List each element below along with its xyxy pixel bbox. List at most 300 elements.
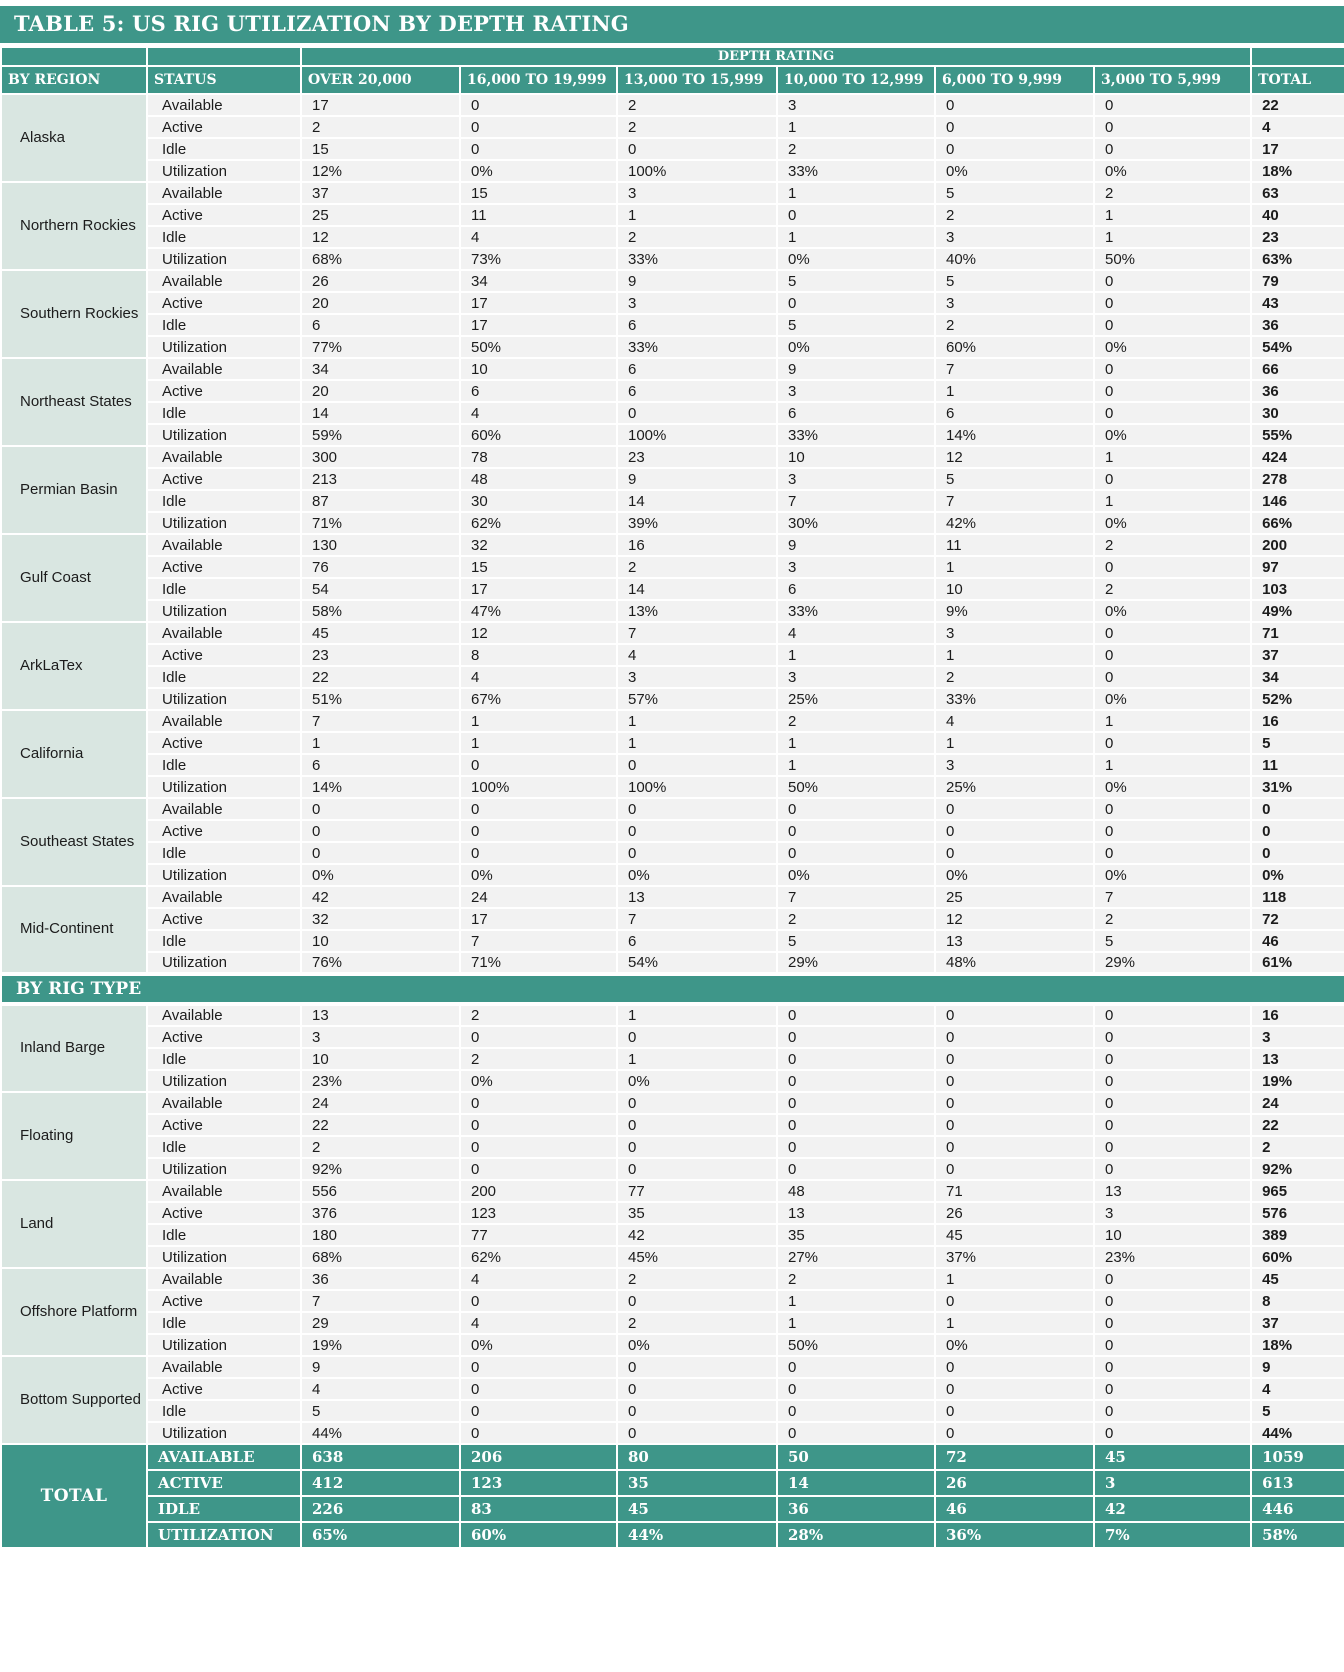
status-label: Idle bbox=[147, 1224, 301, 1246]
value-cell: 300 bbox=[301, 446, 460, 468]
value-cell: 0% bbox=[935, 864, 1094, 886]
row-total-cell: 0 bbox=[1251, 820, 1344, 842]
value-cell: 6 bbox=[617, 314, 777, 336]
status-label: Available bbox=[147, 94, 301, 116]
status-label: Utilization bbox=[147, 336, 301, 358]
table-row bbox=[1, 1312, 1344, 1334]
table-row bbox=[1, 226, 1344, 248]
value-cell: 0 bbox=[1094, 644, 1251, 666]
table-row bbox=[1, 578, 1344, 600]
value-cell: 0 bbox=[777, 842, 935, 864]
table-row bbox=[1, 1202, 1344, 1224]
status-label: Utilization bbox=[147, 776, 301, 798]
table-row bbox=[1, 336, 1344, 358]
by-region-section bbox=[1, 94, 1344, 974]
value-cell: 0 bbox=[935, 1422, 1094, 1444]
value-cell: 7 bbox=[301, 1290, 460, 1312]
value-cell: 7 bbox=[617, 908, 777, 930]
status-label: Available bbox=[147, 1268, 301, 1290]
table-row bbox=[1, 1158, 1344, 1180]
table-row bbox=[1, 798, 1344, 820]
value-cell: 0% bbox=[617, 864, 777, 886]
value-cell: 0 bbox=[460, 1356, 617, 1378]
value-cell: 1 bbox=[617, 1004, 777, 1026]
value-cell: 0 bbox=[617, 1136, 777, 1158]
value-cell: 2 bbox=[617, 94, 777, 116]
value-cell: 54% bbox=[617, 952, 777, 974]
row-total-cell: 278 bbox=[1251, 468, 1344, 490]
rig-utilization-table bbox=[0, 46, 1344, 1549]
value-cell: 58% bbox=[301, 600, 460, 622]
value-cell: 0 bbox=[1094, 1004, 1251, 1026]
value-cell: 1 bbox=[460, 710, 617, 732]
value-cell: 0 bbox=[1094, 556, 1251, 578]
value-cell: 20 bbox=[301, 380, 460, 402]
value-cell: 0 bbox=[777, 1048, 935, 1070]
value-cell: 6 bbox=[617, 358, 777, 380]
total-value-cell: 35 bbox=[617, 1470, 777, 1496]
value-cell: 25% bbox=[777, 688, 935, 710]
value-cell: 13 bbox=[1094, 1180, 1251, 1202]
value-cell: 0 bbox=[1094, 1070, 1251, 1092]
total-row bbox=[1, 1522, 1344, 1548]
table-row bbox=[1, 116, 1344, 138]
value-cell: 45% bbox=[617, 1246, 777, 1268]
value-cell: 0 bbox=[617, 820, 777, 842]
value-cell: 9 bbox=[301, 1356, 460, 1378]
col-header-depth-2: 16,000 TO 19,999 bbox=[460, 66, 617, 94]
status-label: Available bbox=[147, 710, 301, 732]
value-cell: 0 bbox=[1094, 1268, 1251, 1290]
value-cell: 100% bbox=[617, 424, 777, 446]
region-label: Northeast States bbox=[1, 358, 147, 446]
value-cell: 0 bbox=[1094, 1290, 1251, 1312]
status-label: Idle bbox=[147, 666, 301, 688]
total-value-cell: 72 bbox=[935, 1444, 1094, 1470]
value-cell: 0 bbox=[1094, 1312, 1251, 1334]
row-total-cell: 36 bbox=[1251, 314, 1344, 336]
row-total-cell: 965 bbox=[1251, 1180, 1344, 1202]
value-cell: 33% bbox=[617, 336, 777, 358]
value-cell: 0 bbox=[460, 1422, 617, 1444]
value-cell: 0 bbox=[1094, 292, 1251, 314]
status-label: Utilization bbox=[147, 1334, 301, 1356]
total-row bbox=[1, 1496, 1344, 1522]
value-cell: 1 bbox=[777, 754, 935, 776]
value-cell: 2 bbox=[777, 710, 935, 732]
value-cell: 1 bbox=[1094, 204, 1251, 226]
value-cell: 0 bbox=[935, 1048, 1094, 1070]
value-cell: 0 bbox=[1094, 1026, 1251, 1048]
status-label: Available bbox=[147, 1092, 301, 1114]
value-cell: 2 bbox=[460, 1048, 617, 1070]
value-cell: 25 bbox=[935, 886, 1094, 908]
value-cell: 4 bbox=[460, 1268, 617, 1290]
value-cell: 68% bbox=[301, 1246, 460, 1268]
table-row bbox=[1, 292, 1344, 314]
row-total-cell: 24 bbox=[1251, 1092, 1344, 1114]
value-cell: 6 bbox=[460, 380, 617, 402]
total-value-cell: 14 bbox=[777, 1470, 935, 1496]
value-cell: 62% bbox=[460, 512, 617, 534]
value-cell: 13 bbox=[617, 886, 777, 908]
value-cell: 37 bbox=[301, 182, 460, 204]
row-total-cell: 37 bbox=[1251, 1312, 1344, 1334]
value-cell: 78 bbox=[460, 446, 617, 468]
grand-total-cell: 1059 bbox=[1251, 1444, 1344, 1470]
value-cell: 2 bbox=[777, 1268, 935, 1290]
row-total-cell: 13 bbox=[1251, 1048, 1344, 1070]
value-cell: 4 bbox=[777, 622, 935, 644]
total-status-label: UTILIZATION bbox=[147, 1522, 301, 1548]
value-cell: 0 bbox=[777, 1422, 935, 1444]
value-cell: 77% bbox=[301, 336, 460, 358]
value-cell: 33% bbox=[617, 248, 777, 270]
status-label: Idle bbox=[147, 1400, 301, 1422]
row-total-cell: 30 bbox=[1251, 402, 1344, 424]
table-row bbox=[1, 1180, 1344, 1202]
total-value-cell: 123 bbox=[460, 1470, 617, 1496]
value-cell: 17 bbox=[301, 94, 460, 116]
value-cell: 2 bbox=[617, 556, 777, 578]
value-cell: 0 bbox=[1094, 1136, 1251, 1158]
value-cell: 0 bbox=[1094, 270, 1251, 292]
status-label: Active bbox=[147, 380, 301, 402]
value-cell: 0 bbox=[935, 1356, 1094, 1378]
value-cell: 26 bbox=[301, 270, 460, 292]
row-total-cell: 18% bbox=[1251, 160, 1344, 182]
value-cell: 60% bbox=[935, 336, 1094, 358]
table-row bbox=[1, 600, 1344, 622]
value-cell: 12 bbox=[301, 226, 460, 248]
row-total-cell: 72 bbox=[1251, 908, 1344, 930]
value-cell: 17 bbox=[460, 314, 617, 336]
region-label: Alaska bbox=[1, 94, 147, 182]
total-value-cell: 412 bbox=[301, 1470, 460, 1496]
value-cell: 2 bbox=[777, 138, 935, 160]
value-cell: 1 bbox=[777, 226, 935, 248]
value-cell: 0 bbox=[777, 1004, 935, 1026]
value-cell: 7 bbox=[935, 358, 1094, 380]
row-total-cell: 5 bbox=[1251, 732, 1344, 754]
region-label: Northern Rockies bbox=[1, 182, 147, 270]
value-cell: 0 bbox=[1094, 380, 1251, 402]
value-cell: 34 bbox=[460, 270, 617, 292]
status-label: Idle bbox=[147, 842, 301, 864]
table-row bbox=[1, 1400, 1344, 1422]
status-label: Utilization bbox=[147, 1158, 301, 1180]
row-total-cell: 31% bbox=[1251, 776, 1344, 798]
status-label: Active bbox=[147, 1026, 301, 1048]
total-value-cell: 50 bbox=[777, 1444, 935, 1470]
value-cell: 15 bbox=[301, 138, 460, 160]
value-cell: 0% bbox=[1094, 336, 1251, 358]
value-cell: 8 bbox=[460, 644, 617, 666]
value-cell: 6 bbox=[301, 314, 460, 336]
region-label: California bbox=[1, 710, 147, 798]
value-cell: 0 bbox=[777, 1092, 935, 1114]
row-total-cell: 200 bbox=[1251, 534, 1344, 556]
table-title: TABLE 5: US RIG UTILIZATION BY DEPTH RATING bbox=[0, 6, 1344, 43]
value-cell: 0 bbox=[1094, 314, 1251, 336]
value-cell: 0 bbox=[1094, 1422, 1251, 1444]
region-label: Land bbox=[1, 1180, 147, 1268]
value-cell: 12 bbox=[935, 908, 1094, 930]
value-cell: 1 bbox=[935, 380, 1094, 402]
value-cell: 0 bbox=[617, 1400, 777, 1422]
table-row bbox=[1, 1422, 1344, 1444]
col-header-total: TOTAL bbox=[1251, 66, 1344, 94]
row-total-cell: 63 bbox=[1251, 182, 1344, 204]
value-cell: 0 bbox=[460, 1136, 617, 1158]
value-cell: 59% bbox=[301, 424, 460, 446]
status-label: Active bbox=[147, 732, 301, 754]
value-cell: 100% bbox=[617, 776, 777, 798]
row-total-cell: 45 bbox=[1251, 1268, 1344, 1290]
value-cell: 16 bbox=[617, 534, 777, 556]
value-cell: 6 bbox=[777, 578, 935, 600]
value-cell: 11 bbox=[935, 534, 1094, 556]
value-cell: 10 bbox=[1094, 1224, 1251, 1246]
total-value-cell: 638 bbox=[301, 1444, 460, 1470]
value-cell: 7 bbox=[460, 930, 617, 952]
value-cell: 1 bbox=[301, 732, 460, 754]
row-total-cell: 146 bbox=[1251, 490, 1344, 512]
value-cell: 20 bbox=[301, 292, 460, 314]
value-cell: 0% bbox=[777, 864, 935, 886]
value-cell: 5 bbox=[1094, 930, 1251, 952]
value-cell: 23% bbox=[301, 1070, 460, 1092]
grand-total-cell: 613 bbox=[1251, 1470, 1344, 1496]
row-total-cell: 66% bbox=[1251, 512, 1344, 534]
total-section-label: TOTAL bbox=[1, 1444, 147, 1548]
value-cell: 76% bbox=[301, 952, 460, 974]
value-cell: 2 bbox=[617, 1268, 777, 1290]
table-row bbox=[1, 1026, 1344, 1048]
value-cell: 0 bbox=[935, 1004, 1094, 1026]
value-cell: 0 bbox=[777, 1158, 935, 1180]
value-cell: 0 bbox=[1094, 468, 1251, 490]
value-cell: 200 bbox=[460, 1180, 617, 1202]
row-total-cell: 19% bbox=[1251, 1070, 1344, 1092]
value-cell: 0 bbox=[935, 1400, 1094, 1422]
status-label: Available bbox=[147, 446, 301, 468]
table-row bbox=[1, 314, 1344, 336]
value-cell: 0 bbox=[935, 1092, 1094, 1114]
value-cell: 100% bbox=[617, 160, 777, 182]
value-cell: 0 bbox=[617, 402, 777, 424]
value-cell: 2 bbox=[301, 1136, 460, 1158]
value-cell: 33% bbox=[777, 424, 935, 446]
status-label: Idle bbox=[147, 578, 301, 600]
column-header-row bbox=[1, 66, 1344, 94]
value-cell: 0 bbox=[935, 1026, 1094, 1048]
status-label: Available bbox=[147, 534, 301, 556]
table-row bbox=[1, 930, 1344, 952]
value-cell: 0 bbox=[617, 754, 777, 776]
total-value-cell: 65% bbox=[301, 1522, 460, 1548]
table-row bbox=[1, 688, 1344, 710]
value-cell: 0% bbox=[1094, 600, 1251, 622]
value-cell: 7 bbox=[617, 622, 777, 644]
row-total-cell: 9 bbox=[1251, 1356, 1344, 1378]
row-total-cell: 23 bbox=[1251, 226, 1344, 248]
band-spacer-region bbox=[1, 47, 147, 66]
status-label: Active bbox=[147, 1202, 301, 1224]
value-cell: 2 bbox=[1094, 908, 1251, 930]
value-cell: 1 bbox=[777, 644, 935, 666]
row-total-cell: 71 bbox=[1251, 622, 1344, 644]
value-cell: 1 bbox=[1094, 754, 1251, 776]
table-row bbox=[1, 468, 1344, 490]
value-cell: 45 bbox=[301, 622, 460, 644]
value-cell: 0 bbox=[460, 754, 617, 776]
value-cell: 1 bbox=[935, 732, 1094, 754]
status-label: Idle bbox=[147, 1312, 301, 1334]
status-label: Idle bbox=[147, 754, 301, 776]
status-label: Utilization bbox=[147, 160, 301, 182]
value-cell: 4 bbox=[617, 644, 777, 666]
value-cell: 0 bbox=[460, 116, 617, 138]
value-cell: 51% bbox=[301, 688, 460, 710]
value-cell: 33% bbox=[777, 160, 935, 182]
value-cell: 15 bbox=[460, 182, 617, 204]
value-cell: 376 bbox=[301, 1202, 460, 1224]
table-row bbox=[1, 1334, 1344, 1356]
value-cell: 0 bbox=[617, 1356, 777, 1378]
status-label: Utilization bbox=[147, 1422, 301, 1444]
value-cell: 7 bbox=[935, 490, 1094, 512]
value-cell: 0% bbox=[1094, 864, 1251, 886]
row-total-cell: 43 bbox=[1251, 292, 1344, 314]
total-value-cell: 28% bbox=[777, 1522, 935, 1548]
value-cell: 0 bbox=[617, 1092, 777, 1114]
value-cell: 1 bbox=[1094, 226, 1251, 248]
row-total-cell: 49% bbox=[1251, 600, 1344, 622]
col-header-depth-6: 3,000 TO 5,999 bbox=[1094, 66, 1251, 94]
value-cell: 0 bbox=[460, 842, 617, 864]
row-total-cell: 4 bbox=[1251, 116, 1344, 138]
value-cell: 6 bbox=[935, 402, 1094, 424]
value-cell: 0% bbox=[617, 1070, 777, 1092]
value-cell: 1 bbox=[777, 182, 935, 204]
value-cell: 0 bbox=[301, 798, 460, 820]
value-cell: 33% bbox=[777, 600, 935, 622]
total-value-cell: 226 bbox=[301, 1496, 460, 1522]
value-cell: 17 bbox=[460, 908, 617, 930]
total-value-cell: 44% bbox=[617, 1522, 777, 1548]
value-cell: 3 bbox=[935, 292, 1094, 314]
value-cell: 0 bbox=[1094, 1114, 1251, 1136]
value-cell: 27% bbox=[777, 1246, 935, 1268]
value-cell: 2 bbox=[301, 116, 460, 138]
table-row bbox=[1, 1246, 1344, 1268]
status-label: Idle bbox=[147, 226, 301, 248]
total-status-label: ACTIVE bbox=[147, 1470, 301, 1496]
value-cell: 0 bbox=[1094, 1334, 1251, 1356]
table-row bbox=[1, 1114, 1344, 1136]
value-cell: 35 bbox=[777, 1224, 935, 1246]
table-row bbox=[1, 534, 1344, 556]
value-cell: 1 bbox=[617, 1048, 777, 1070]
value-cell: 123 bbox=[460, 1202, 617, 1224]
value-cell: 0 bbox=[1094, 402, 1251, 424]
value-cell: 3 bbox=[617, 666, 777, 688]
value-cell: 4 bbox=[460, 402, 617, 424]
depth-rating-group-header: DEPTH RATING bbox=[301, 47, 1251, 66]
value-cell: 9 bbox=[777, 358, 935, 380]
row-total-cell: 118 bbox=[1251, 886, 1344, 908]
value-cell: 0 bbox=[935, 798, 1094, 820]
status-label: Available bbox=[147, 886, 301, 908]
status-label: Active bbox=[147, 204, 301, 226]
value-cell: 5 bbox=[301, 1400, 460, 1422]
value-cell: 3 bbox=[777, 380, 935, 402]
value-cell: 50% bbox=[460, 336, 617, 358]
table-row bbox=[1, 710, 1344, 732]
table-row bbox=[1, 424, 1344, 446]
value-cell: 0 bbox=[935, 1158, 1094, 1180]
value-cell: 5 bbox=[935, 182, 1094, 204]
total-value-cell: 83 bbox=[460, 1496, 617, 1522]
value-cell: 0 bbox=[460, 1400, 617, 1422]
value-cell: 1 bbox=[935, 1268, 1094, 1290]
value-cell: 0% bbox=[460, 864, 617, 886]
total-value-cell: 7% bbox=[1094, 1522, 1251, 1548]
value-cell: 3 bbox=[935, 622, 1094, 644]
value-cell: 7 bbox=[301, 710, 460, 732]
table-row bbox=[1, 1048, 1344, 1070]
table-row bbox=[1, 842, 1344, 864]
value-cell: 9 bbox=[777, 534, 935, 556]
table-row bbox=[1, 1356, 1344, 1378]
table-row bbox=[1, 1004, 1344, 1026]
table-row bbox=[1, 952, 1344, 974]
value-cell: 0 bbox=[460, 94, 617, 116]
value-cell: 71% bbox=[301, 512, 460, 534]
value-cell: 45 bbox=[935, 1224, 1094, 1246]
value-cell: 6 bbox=[301, 754, 460, 776]
value-cell: 0% bbox=[1094, 776, 1251, 798]
status-label: Available bbox=[147, 270, 301, 292]
table-row bbox=[1, 204, 1344, 226]
row-total-cell: 4 bbox=[1251, 1378, 1344, 1400]
value-cell: 0 bbox=[935, 1290, 1094, 1312]
total-section bbox=[1, 1444, 1344, 1548]
value-cell: 13% bbox=[617, 600, 777, 622]
value-cell: 0 bbox=[935, 1136, 1094, 1158]
row-total-cell: 389 bbox=[1251, 1224, 1344, 1246]
value-cell: 14% bbox=[935, 424, 1094, 446]
value-cell: 0 bbox=[1094, 1092, 1251, 1114]
value-cell: 0 bbox=[460, 1092, 617, 1114]
value-cell: 0 bbox=[1094, 94, 1251, 116]
value-cell: 0 bbox=[935, 1378, 1094, 1400]
table-row bbox=[1, 160, 1344, 182]
value-cell: 0 bbox=[460, 1026, 617, 1048]
value-cell: 62% bbox=[460, 1246, 617, 1268]
value-cell: 10 bbox=[935, 578, 1094, 600]
value-cell: 3 bbox=[301, 1026, 460, 1048]
value-cell: 3 bbox=[777, 468, 935, 490]
value-cell: 92% bbox=[301, 1158, 460, 1180]
value-cell: 23 bbox=[617, 446, 777, 468]
row-total-cell: 61% bbox=[1251, 952, 1344, 974]
value-cell: 9 bbox=[617, 270, 777, 292]
table-row bbox=[1, 380, 1344, 402]
status-label: Active bbox=[147, 908, 301, 930]
total-value-cell: 36 bbox=[777, 1496, 935, 1522]
